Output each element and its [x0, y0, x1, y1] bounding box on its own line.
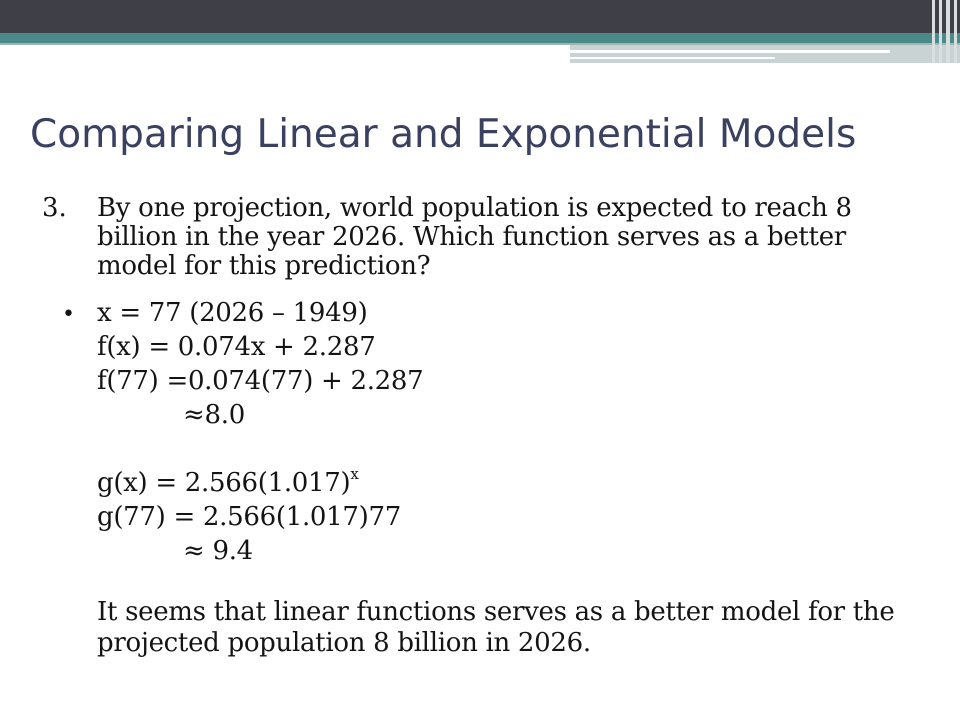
- exponential-function: [97, 466, 359, 503]
- exponent: x: [350, 465, 359, 483]
- header-band-dark: [0, 0, 960, 33]
- conclusion-text: It seems that linear functions serves as a better model for the projected population 8 billion in 2026.: [97, 597, 895, 658]
- linear-evaluation: f(77) =0.074(77) + 2.287: [97, 366, 424, 396]
- question-number: 3.: [42, 193, 67, 223]
- question-text: By one projection, world population is expected to reach 8 billion in the year 2026. Which function serves as a better model for this prediction?: [97, 193, 852, 281]
- header-stripes: [930, 0, 960, 63]
- exponential-result: ≈ 9.4: [183, 536, 253, 566]
- slide-title: Comparing Linear and Exponential Models: [30, 112, 857, 157]
- bullet-marker: •: [62, 302, 75, 327]
- exponential-function-base: g(x) = 2.566(1.017): [97, 468, 351, 498]
- header-accent-block: [570, 45, 960, 63]
- x-value-line: x = 77 (2026 – 1949): [97, 298, 368, 328]
- header-accent-line: [570, 57, 775, 59]
- exponential-evaluation: g(77) = 2.566(1.017)77: [97, 502, 401, 532]
- header-band-teal: [0, 33, 960, 43]
- linear-function: f(x) = 0.074x + 2.287: [97, 332, 376, 362]
- linear-result: ≈8.0: [183, 400, 245, 430]
- header-accent-line: [570, 50, 890, 53]
